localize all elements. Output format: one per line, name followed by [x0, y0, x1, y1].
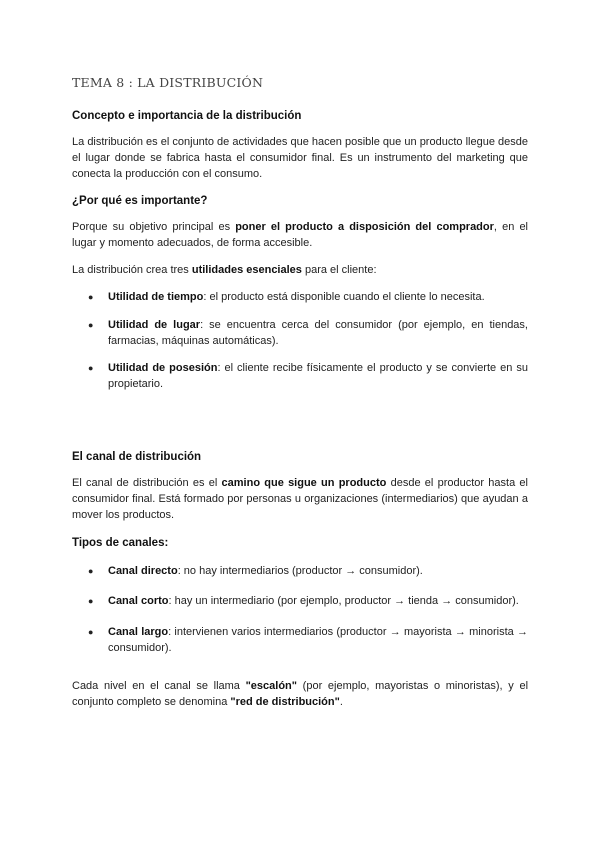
- section-heading-importance: ¿Por qué es importante?: [72, 195, 208, 207]
- list-item-utility-place: Utilidad de lugar: se encuentra cerca del consumidor (por ejemplo, en tiendas, farmacias, máquinas automáticas).: [108, 319, 528, 347]
- bullet-icon: ●: [88, 596, 94, 606]
- list-item-channel-direct: Canal directo: no hay intermediarios (productor → consumidor).: [108, 565, 423, 577]
- list-item-utility-time: Utilidad de tiempo: el producto está disponible cuando el cliente lo necesita.: [108, 291, 485, 303]
- bullet-icon: ●: [88, 320, 94, 330]
- paragraph-importance: Porque su objetivo principal es poner el producto a disposición del comprador, en el lugar y momento adecuados, de forma accesible.: [72, 221, 529, 249]
- bullet-icon: ●: [88, 292, 94, 302]
- bullet-icon: ●: [88, 627, 94, 637]
- section-heading-concept: Concepto e importancia de la distribución: [72, 110, 302, 122]
- list-item-channel-long: Canal largo: intervienen varios intermediarios (productor → mayorista → minorista → consumidor).: [108, 626, 528, 654]
- paragraph-channel: El canal de distribución es el camino que sigue un producto desde el productor hasta el consumidor final. Está formado por personas u organizaciones (intermediarios) que ayudan a mover los productos.: [72, 477, 528, 521]
- document-title: TEMA 8 : LA DISTRIBUCIÓN: [72, 75, 264, 90]
- paragraph-concept: La distribución es el conjunto de actividades que hacen posible que un producto llegue desde el lugar donde se fabrica hasta el consumidor final. Es un instrumento del marketing que conecta la producción con el consumo.: [72, 136, 528, 180]
- paragraph-levels: Cada nivel en el canal se llama "escalón" (por ejemplo, mayoristas o minoristas), y el conjunto completo se denomina "red de distribución".: [72, 680, 529, 708]
- section-heading-channel: El canal de distribución: [72, 451, 202, 463]
- list-item-channel-short: Canal corto: hay un intermediario (por ejemplo, productor → tienda → consumidor).: [108, 595, 519, 607]
- paragraph-utilities-intro: La distribución crea tres utilidades esenciales para el cliente:: [72, 264, 377, 276]
- list-item-utility-possession: Utilidad de posesión: el cliente recibe físicamente el producto y se convierte en su propietario.: [108, 362, 528, 390]
- subheading-channel-types: Tipos de canales:: [72, 537, 169, 549]
- bullet-icon: ●: [88, 363, 94, 373]
- bullet-icon: ●: [88, 566, 94, 576]
